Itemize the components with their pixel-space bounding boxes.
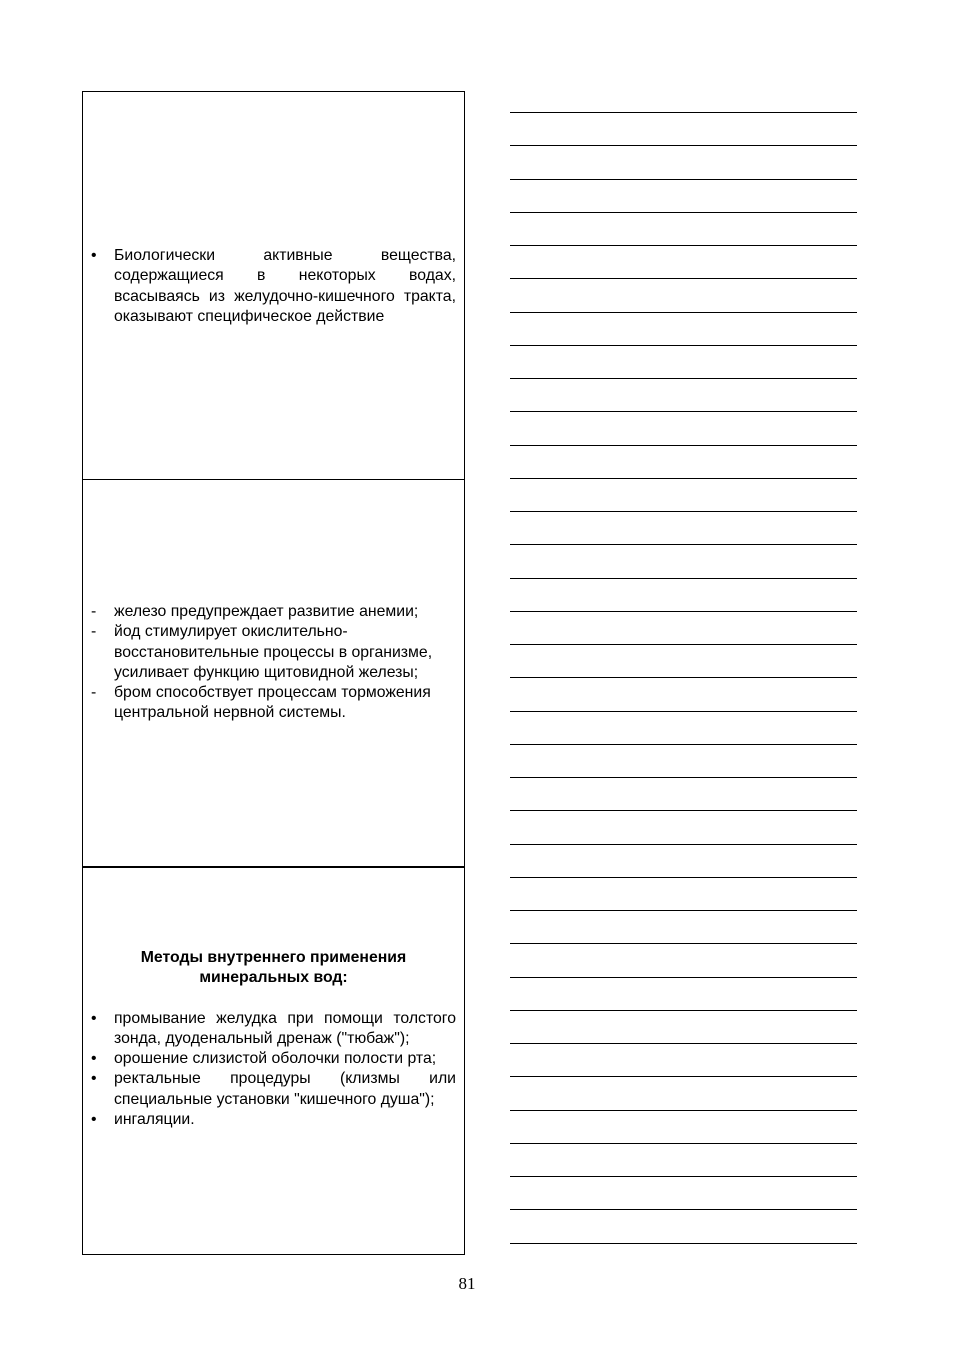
slide-frame-2 xyxy=(82,479,465,868)
slide-heading-line-2: минеральных вод: xyxy=(199,969,348,987)
note-line xyxy=(510,1076,857,1077)
list-item-text: бром способствует процессам торможения центральной нервной системы. xyxy=(114,684,431,722)
bullet-marker: • xyxy=(91,1111,97,1129)
list-item-text: железо предупреждает развитие анемии; xyxy=(114,603,419,620)
list-item xyxy=(91,1049,456,1069)
note-line xyxy=(510,312,857,313)
list-item xyxy=(91,602,456,622)
list-item xyxy=(91,246,456,327)
note-line xyxy=(510,345,857,346)
slide-3-content xyxy=(91,948,456,1130)
note-line xyxy=(510,910,857,911)
slide-heading-line-1: Методы внутреннего применения xyxy=(140,949,407,966)
note-line xyxy=(510,1176,857,1177)
note-line xyxy=(510,544,857,545)
note-line xyxy=(510,179,857,180)
note-line xyxy=(510,977,857,978)
bullet-list xyxy=(91,1009,456,1131)
slide-2-content xyxy=(91,602,456,724)
note-line xyxy=(510,511,857,512)
note-line xyxy=(510,943,857,944)
note-line xyxy=(510,677,857,678)
list-item xyxy=(91,1110,456,1130)
list-item xyxy=(91,683,456,724)
list-item-text: йод стимулирует окислительно-восстановительные процессы в организме, усиливает функцию щитовидной железы; xyxy=(114,623,433,681)
note-line xyxy=(510,1209,857,1210)
note-line xyxy=(510,611,857,612)
bullet-marker: • xyxy=(91,1009,97,1027)
note-line xyxy=(510,578,857,579)
note-line xyxy=(510,145,857,146)
dash-marker: - xyxy=(91,684,97,702)
list-item-text: ректальные процедуры (клизмы или специальные установки "кишечного душа"); xyxy=(114,1070,456,1108)
list-item-text: Биологически активные вещества, содержащиеся в некоторых водах, всасываясь из желудочно-кишечного тракта, оказывают специфическое действие xyxy=(114,247,456,325)
bullet-list xyxy=(91,246,456,327)
page-number: 81 xyxy=(458,1274,476,1293)
slide-heading xyxy=(91,948,456,989)
list-item xyxy=(91,1069,456,1110)
list-item-text: промывание желудка при помощи толстого зонда, дуоденальный дренаж ("тюбаж"); xyxy=(114,1009,456,1047)
dash-list xyxy=(91,602,456,724)
note-line xyxy=(510,777,857,778)
list-item-text: орошение слизистой оболочки полости рта; xyxy=(114,1050,437,1068)
note-line xyxy=(510,212,857,213)
note-line xyxy=(510,445,857,446)
note-line xyxy=(510,711,857,712)
slide-frame-3 xyxy=(82,866,465,1255)
note-line xyxy=(510,877,857,878)
list-item xyxy=(91,622,456,683)
list-item-text: ингаляции. xyxy=(114,1111,195,1129)
note-line xyxy=(510,278,857,279)
slide-1-content xyxy=(91,246,456,327)
note-line xyxy=(510,644,857,645)
note-line xyxy=(510,112,857,113)
bullet-marker: • xyxy=(91,1050,97,1068)
note-line xyxy=(510,1110,857,1111)
note-line xyxy=(510,1043,857,1044)
note-line xyxy=(510,411,857,412)
note-line xyxy=(510,1243,857,1244)
note-line xyxy=(510,844,857,845)
note-line xyxy=(510,478,857,479)
note-line xyxy=(510,1143,857,1144)
note-line xyxy=(510,245,857,246)
dash-marker: - xyxy=(91,603,97,620)
note-line xyxy=(510,744,857,745)
dash-marker: - xyxy=(91,623,97,641)
list-item xyxy=(91,1009,456,1050)
bullet-marker: • xyxy=(91,247,97,264)
slide-frame-1 xyxy=(82,91,465,480)
bullet-marker: • xyxy=(91,1070,97,1088)
note-line xyxy=(510,1010,857,1011)
note-line xyxy=(510,378,857,379)
note-line xyxy=(510,810,857,811)
